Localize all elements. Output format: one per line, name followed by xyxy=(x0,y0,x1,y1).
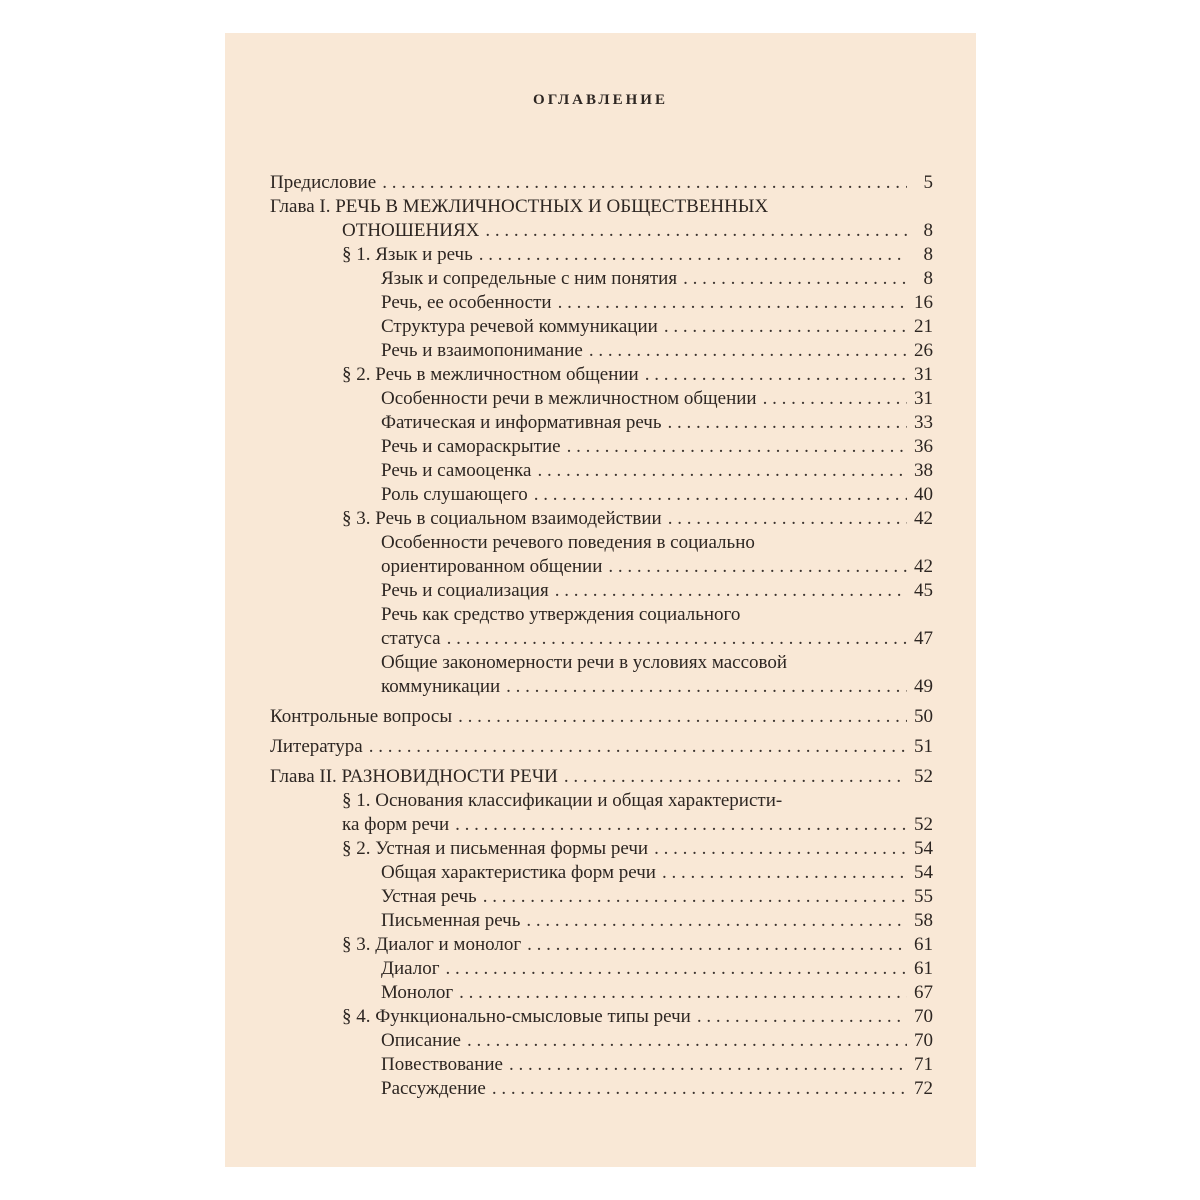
toc-page-number: 42 xyxy=(914,508,933,529)
toc-entry xyxy=(270,459,933,483)
toc-page-number: 8 xyxy=(923,244,933,265)
toc-entry-text: ОТНОШЕНИЯХ xyxy=(342,220,480,241)
toc-entry-text: Структура речевой коммуникации xyxy=(381,316,658,337)
toc-entry-text: Литература xyxy=(270,736,363,757)
toc-entry-text: § 2. Речь в межличностном общении xyxy=(342,364,639,385)
toc-entry-text: коммуникации xyxy=(381,676,501,697)
toc-page-number: 71 xyxy=(914,1054,933,1075)
toc-page-number: 45 xyxy=(914,580,933,601)
dot-leader xyxy=(526,909,907,933)
toc-entry-text: Глава II. РАЗНОВИДНОСТИ РЕЧИ xyxy=(270,766,558,787)
toc-entry xyxy=(270,579,933,603)
toc-entry xyxy=(270,171,933,195)
table-of-contents xyxy=(270,171,933,1101)
toc-entry-text: Речь и взаимопонимание xyxy=(381,340,583,361)
toc-entry-text: Общая характеристика форм речи xyxy=(381,862,656,883)
toc-entry-text: Речь и самооценка xyxy=(381,460,532,481)
toc-entry xyxy=(270,861,933,885)
dot-leader xyxy=(668,507,907,531)
toc-entry-line xyxy=(381,555,933,579)
toc-page-number: 72 xyxy=(914,1078,933,1099)
dot-leader xyxy=(447,627,907,651)
toc-entry-line xyxy=(342,363,933,387)
toc-entry-line xyxy=(342,1005,933,1029)
dot-leader xyxy=(555,579,907,603)
toc-entry xyxy=(270,735,933,759)
toc-entry-text: Особенности речи в межличностном общении xyxy=(381,388,757,409)
toc-entry-text: Монолог xyxy=(381,982,454,1003)
toc-entry-text: Речь, ее особенности xyxy=(381,292,552,313)
toc-entry xyxy=(270,531,933,579)
toc-page-number: 31 xyxy=(914,388,933,409)
toc-entry-text: Повествование xyxy=(381,1054,503,1075)
toc-entry-line xyxy=(381,315,933,339)
dot-leader xyxy=(485,219,907,243)
toc-entry xyxy=(270,705,933,729)
toc-entry-line xyxy=(342,507,933,531)
toc-entry xyxy=(270,243,933,267)
toc-entry-line xyxy=(381,861,933,885)
toc-entry-text: § 1. Язык и речь xyxy=(342,244,473,265)
toc-entry xyxy=(270,981,933,1005)
toc-entry-line xyxy=(342,243,933,267)
dot-leader xyxy=(459,981,907,1005)
toc-page-number: 33 xyxy=(914,412,933,433)
toc-entry xyxy=(270,1053,933,1077)
dot-leader xyxy=(645,363,907,387)
toc-entry xyxy=(270,315,933,339)
toc-page-number: 40 xyxy=(914,484,933,505)
toc-entry-line xyxy=(381,435,933,459)
toc-page-number: 70 xyxy=(914,1030,933,1051)
toc-entry-text: Язык и сопредельные с ним понятия xyxy=(381,268,678,289)
toc-entry-text: Глава I. РЕЧЬ В МЕЖЛИЧНОСТНЫХ И ОБЩЕСТВЕННЫХ xyxy=(270,196,769,217)
toc-entry xyxy=(270,933,933,957)
toc-entry-text: Устная речь xyxy=(381,886,477,907)
toc-entry-line xyxy=(381,1029,933,1053)
toc-entry-text: ка форм речи xyxy=(342,814,450,835)
toc-page-number: 61 xyxy=(914,958,933,979)
toc-entry-text: § 4. Функционально-смысловые типы речи xyxy=(342,1006,691,1027)
toc-page-number: 55 xyxy=(914,886,933,907)
toc-page-number: 51 xyxy=(914,736,933,757)
toc-entry-line xyxy=(342,837,933,861)
toc-entry xyxy=(270,957,933,981)
toc-entry-text: статуса xyxy=(381,628,441,649)
toc-page-number: 54 xyxy=(914,862,933,883)
toc-entry xyxy=(270,909,933,933)
toc-page-number: 38 xyxy=(914,460,933,481)
dot-leader xyxy=(446,957,907,981)
toc-entry xyxy=(270,411,933,435)
toc-entry xyxy=(270,483,933,507)
toc-page-number: 49 xyxy=(914,676,933,697)
toc-entry-line xyxy=(342,789,933,813)
toc-entry-text: Описание xyxy=(381,1030,461,1051)
dot-leader xyxy=(608,555,907,579)
toc-entry-line xyxy=(381,387,933,411)
toc-entry xyxy=(270,1077,933,1101)
toc-entry xyxy=(270,387,933,411)
toc-entry-line xyxy=(381,627,933,651)
toc-entry xyxy=(270,789,933,837)
toc-entry-text: Особенности речевого поведения в социально xyxy=(381,532,755,553)
toc-entry-line xyxy=(381,1053,933,1077)
dot-leader xyxy=(654,837,907,861)
dot-leader xyxy=(382,171,907,195)
toc-entry-text: Письменная речь xyxy=(381,910,521,931)
toc-entry-line xyxy=(342,933,933,957)
toc-entry xyxy=(270,1029,933,1053)
dot-leader xyxy=(479,243,907,267)
toc-page-number: 26 xyxy=(914,340,933,361)
toc-entry-text: ориентированном общении xyxy=(381,556,603,577)
dot-leader xyxy=(534,483,907,507)
dot-leader xyxy=(567,435,907,459)
toc-entry-line xyxy=(270,705,933,729)
toc-entry xyxy=(270,195,933,243)
toc-entry-line xyxy=(381,339,933,363)
toc-entry-line xyxy=(270,195,933,219)
toc-entry-line xyxy=(381,579,933,603)
dot-leader xyxy=(662,861,907,885)
toc-entry-text: § 2. Устная и письменная формы речи xyxy=(342,838,649,859)
toc-page-number: 5 xyxy=(923,172,933,193)
toc-entry-line xyxy=(381,1077,933,1101)
toc-page-number: 61 xyxy=(914,934,933,955)
toc-entry-line xyxy=(270,735,933,759)
dot-leader xyxy=(668,411,907,435)
dot-leader xyxy=(483,885,907,909)
dot-leader xyxy=(458,705,907,729)
toc-entry xyxy=(270,339,933,363)
toc-page-number: 50 xyxy=(914,706,933,727)
dot-leader xyxy=(537,459,907,483)
toc-page-number: 47 xyxy=(914,628,933,649)
toc-entry xyxy=(270,603,933,651)
toc-page-number: 52 xyxy=(914,766,933,787)
toc-page-number: 67 xyxy=(914,982,933,1003)
toc-entry xyxy=(270,765,933,789)
toc-page-number: 54 xyxy=(914,838,933,859)
page-title: ОГЛАВЛЕНИЕ xyxy=(533,92,668,108)
book-page xyxy=(225,33,976,1167)
toc-entry-line xyxy=(381,909,933,933)
toc-entry-text: Рассуждение xyxy=(381,1078,486,1099)
toc-page-number: 42 xyxy=(914,556,933,577)
dot-leader xyxy=(558,291,907,315)
toc-entry-text: Контрольные вопросы xyxy=(270,706,453,727)
toc-entry-line xyxy=(381,651,933,675)
toc-entry-line xyxy=(381,885,933,909)
toc-page-number: 21 xyxy=(914,316,933,337)
dot-leader xyxy=(509,1053,907,1077)
toc-entry-line xyxy=(270,171,933,195)
toc-page-number: 70 xyxy=(914,1006,933,1027)
toc-page-number: 8 xyxy=(923,268,933,289)
dot-leader xyxy=(455,813,907,837)
toc-entry-text: Речь и самораскрытие xyxy=(381,436,561,457)
toc-entry xyxy=(270,267,933,291)
toc-entry-line xyxy=(381,267,933,291)
toc-entry-line xyxy=(381,459,933,483)
toc-entry-text: Диалог xyxy=(381,958,440,979)
toc-entry-text: Речь как средство утверждения социального xyxy=(381,604,741,625)
toc-entry-line xyxy=(342,813,933,837)
toc-entry-line xyxy=(381,411,933,435)
dot-leader xyxy=(697,1005,907,1029)
toc-entry-line xyxy=(381,957,933,981)
dot-leader xyxy=(467,1029,907,1053)
dot-leader xyxy=(589,339,907,363)
dot-leader xyxy=(564,765,907,789)
toc-page-number: 8 xyxy=(923,220,933,241)
toc-entry-text: Роль слушающего xyxy=(381,484,528,505)
toc-entry xyxy=(270,291,933,315)
toc-entry xyxy=(270,507,933,531)
toc-entry-line xyxy=(381,291,933,315)
toc-entry-line xyxy=(381,483,933,507)
toc-page-number: 16 xyxy=(914,292,933,313)
toc-entry-text: § 1. Основания классификации и общая характеристи- xyxy=(342,790,783,811)
toc-entry xyxy=(270,885,933,909)
dot-leader xyxy=(492,1077,907,1101)
toc-entry xyxy=(270,363,933,387)
toc-entry-line xyxy=(381,981,933,1005)
toc-entry-text: Фатическая и информативная речь xyxy=(381,412,662,433)
toc-entry xyxy=(270,651,933,699)
dot-leader xyxy=(683,267,907,291)
toc-entry-text: Общие закономерности речи в условиях массовой xyxy=(381,652,788,673)
toc-entry-line xyxy=(381,603,933,627)
dot-leader xyxy=(664,315,907,339)
toc-entry xyxy=(270,435,933,459)
dot-leader xyxy=(506,675,907,699)
toc-page-number: 36 xyxy=(914,436,933,457)
toc-entry xyxy=(270,837,933,861)
toc-entry-line xyxy=(381,675,933,699)
dot-leader xyxy=(763,387,907,411)
toc-entry-line xyxy=(270,219,933,243)
toc-page-number: 31 xyxy=(914,364,933,385)
toc-entry xyxy=(270,1005,933,1029)
toc-entry-text: Речь и социализация xyxy=(381,580,549,601)
toc-entry-text: § 3. Диалог и монолог xyxy=(342,934,522,955)
dot-leader xyxy=(369,735,907,759)
dot-leader xyxy=(527,933,907,957)
toc-page-number: 58 xyxy=(914,910,933,931)
toc-entry-line xyxy=(270,765,933,789)
toc-entry-text: Предисловие xyxy=(270,172,377,193)
toc-entry-line xyxy=(381,531,933,555)
toc-page-number: 52 xyxy=(914,814,933,835)
toc-entry-text: § 3. Речь в социальном взаимодействии xyxy=(342,508,662,529)
